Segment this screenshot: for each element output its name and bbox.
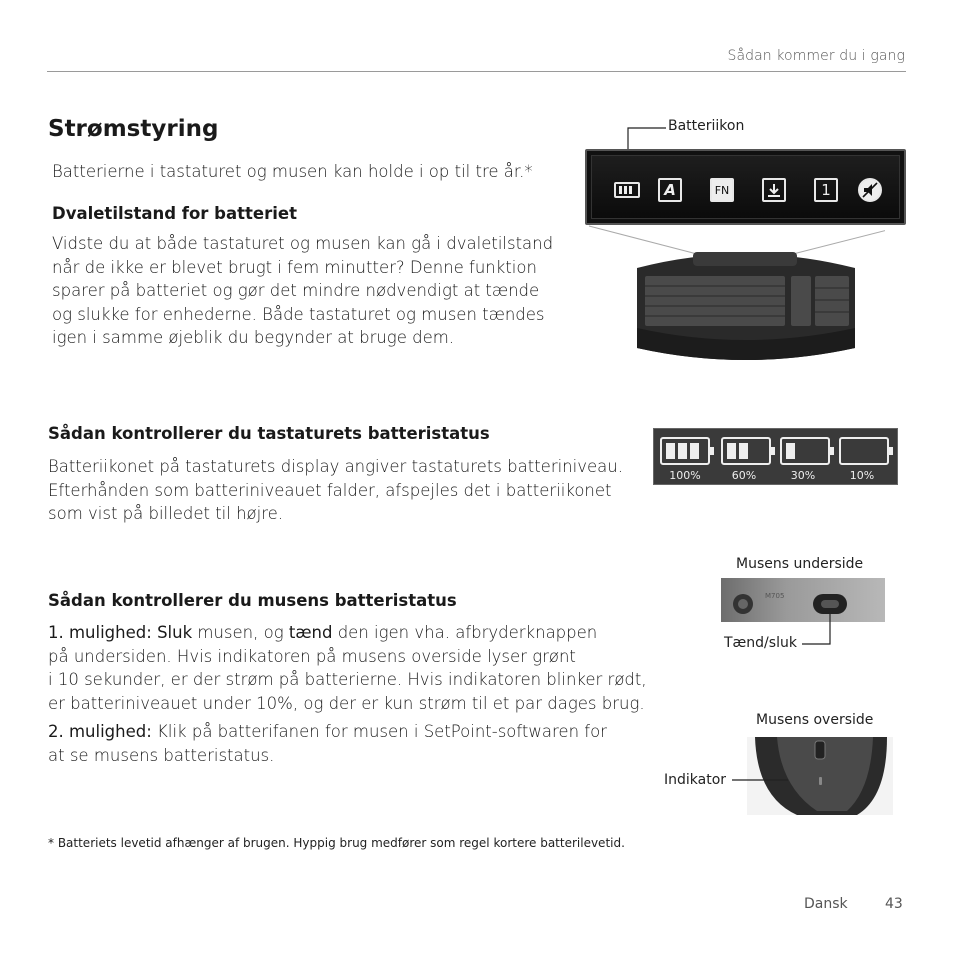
mouse-option2-line — [48, 720, 607, 744]
battery-60-label: 60% — [731, 469, 757, 482]
sleep-heading: Dvaletilstand for batteriet — [52, 204, 297, 223]
option2-rest: Klik på batterifanen for musen i SetPoint-softwaren for — [151, 722, 607, 741]
sleep-line: igen i samme øjeblik du begynder at bruge dem. — [52, 328, 455, 347]
battery-10-icon — [839, 437, 889, 465]
footer-language: Dansk — [804, 896, 848, 912]
display-panel — [591, 155, 900, 219]
mouse-option1-paragraph — [48, 621, 647, 715]
battery-100-label: 100% — [669, 469, 701, 482]
battery-icon — [614, 182, 640, 198]
mouse-option1-line — [48, 621, 647, 645]
sleep-paragraph — [52, 232, 553, 350]
mouse-option1-line: er batteriniveauet under 10%, og der er kun strøm til et par dages brug. — [48, 693, 645, 713]
keyboard-illustration — [585, 224, 885, 370]
mouse-option2-line: at se musens batteristatus. — [48, 745, 275, 765]
scroll-lock-icon — [762, 178, 786, 202]
option1-off: Sluk — [157, 623, 193, 642]
keyboard-status-line: Efterhånden som batteriniveauet falder, afspejles det i batteriikonet — [48, 480, 612, 500]
header-divider — [47, 71, 906, 72]
download-arrow-icon — [766, 182, 782, 198]
option1-label: 1. mulighed: — [48, 623, 152, 642]
option1-rest: den igen vha. afbryderknappen — [332, 623, 598, 642]
indicator-label: Indikator — [664, 772, 727, 788]
mute-icon — [858, 178, 882, 202]
keyboard-status-line: Batteriikonet på tastaturets display angiver tastaturets batteriniveau. — [48, 457, 623, 476]
sleep-line: og slukke for enhederne. Både tastaturet og musen tændes — [52, 304, 545, 324]
mouse-option1-line: på undersiden. Hvis indikatoren på musens overside lyser grønt — [48, 646, 576, 666]
fn-lock-icon: FN — [710, 178, 734, 202]
option2-label: 2. mulighed: — [48, 722, 152, 741]
mouse-option1-line: i 10 sekunder, er der strøm på batterierne. Hvis indikatoren blinker rødt, — [48, 670, 647, 689]
mouse-status-heading: Sådan kontrollerer du musens batteristatus — [48, 591, 457, 610]
keyboard-status-paragraph — [48, 455, 623, 526]
mouse-option2-paragraph — [48, 720, 607, 767]
running-header: Sådan kommer du i gang — [727, 48, 905, 64]
mouse-top-label: Musens overside — [756, 712, 874, 728]
power-switch-callout-line — [800, 610, 840, 650]
num-lock-icon: 1 — [814, 178, 838, 202]
keyboard-display-closeup — [585, 149, 906, 225]
sleep-line: Vidste du at både tastaturet og musen kan gå i dvaletilstand — [52, 234, 554, 253]
intro-text: Batterierne i tastaturet og musen kan holde i op til tre år.* — [52, 162, 533, 181]
speaker-muted-icon — [862, 182, 878, 198]
keyboard-status-heading: Sådan kontrollerer du tastaturets batteristatus — [48, 424, 490, 443]
battery-levels-panel — [653, 428, 898, 485]
keyboard-status-line: som vist på billedet til højre. — [48, 504, 284, 523]
indicator-callout-line — [730, 772, 790, 792]
caps-lock-icon: A — [658, 178, 682, 202]
battery-icon-label: Batteriikon — [668, 118, 745, 134]
battery-30-label: 30% — [790, 469, 816, 482]
power-switch-label: Tænd/sluk — [724, 635, 797, 651]
footnote: * Batteriets levetid afhænger af brugen. Hyppig brug medfører som regel kortere batterilevetid. — [48, 836, 625, 850]
page-title: Strømstyring — [48, 116, 219, 142]
sleep-line: sparer på batteriet og gør det mindre nødvendigt at tænde — [52, 281, 540, 300]
option1-on: tænd — [288, 623, 333, 642]
battery-30-icon — [780, 437, 830, 465]
battery-bars-icon — [617, 185, 637, 195]
page-number: 43 — [885, 896, 903, 912]
battery-60-icon — [721, 437, 771, 465]
mouse-underside-label: Musens underside — [736, 556, 864, 572]
mouse-model-text: M705 — [765, 592, 785, 600]
option1-mid: musen, og — [192, 623, 289, 642]
battery-10-label: 10% — [849, 469, 875, 482]
sleep-line: når de ikke er blevet brugt i fem minutter? Denne funktion — [52, 257, 537, 277]
battery-100-icon — [660, 437, 710, 465]
